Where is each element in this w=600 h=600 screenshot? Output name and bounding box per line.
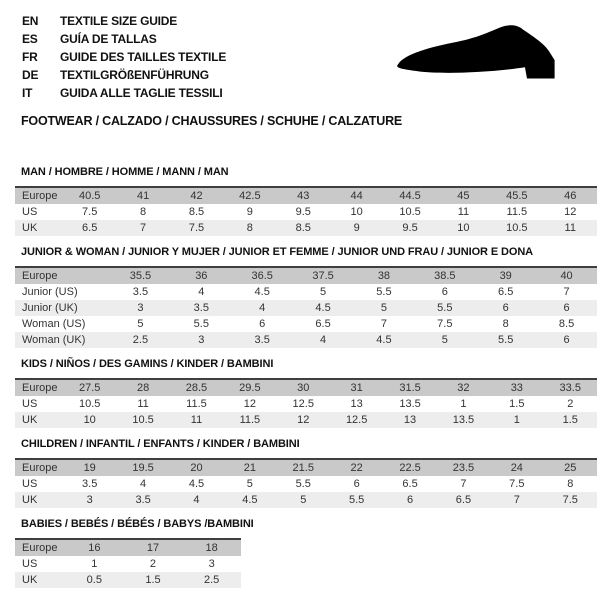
size-cell: 13 [330, 396, 383, 412]
table-row [15, 379, 597, 396]
section-babies [15, 518, 600, 588]
size-cell: 36 [171, 267, 232, 284]
table-row [15, 332, 597, 348]
language-text: TEXTILE SIZE GUIDE [60, 14, 178, 28]
size-cell: 6 [383, 492, 436, 508]
size-cell: 17 [124, 539, 183, 556]
size-cell: 1 [490, 412, 543, 428]
language-text: GUÍA DE TALLAS [60, 32, 157, 46]
table-row [15, 572, 241, 588]
size-cell: 40.5 [63, 187, 116, 204]
size-cell: 6 [232, 316, 293, 332]
size-cell: 10 [330, 204, 383, 220]
size-cell: 10.5 [383, 204, 436, 220]
size-cell: 39 [475, 267, 536, 284]
size-cell: 3 [63, 492, 116, 508]
size-cell: 11.5 [223, 412, 276, 428]
size-cell: 5 [110, 316, 171, 332]
language-line-it [22, 84, 600, 102]
size-cell: 7.5 [490, 476, 543, 492]
size-cell: 4.5 [293, 300, 354, 316]
size-cell: 32 [437, 379, 490, 396]
size-cell: 3.5 [116, 492, 169, 508]
size-cell: 2 [544, 396, 597, 412]
size-cell: 44 [330, 187, 383, 204]
size-cell: 33 [490, 379, 543, 396]
size-cell: 3.5 [63, 476, 116, 492]
size-cell: 8.5 [170, 204, 223, 220]
size-cell: 44.5 [383, 187, 436, 204]
size-cell: 43 [277, 187, 330, 204]
size-cell: 28 [116, 379, 169, 396]
row-label: UK [15, 492, 63, 508]
language-code: IT [22, 86, 33, 100]
size-cell: 6.5 [293, 316, 354, 332]
size-cell: 16 [65, 539, 124, 556]
table-row [15, 220, 597, 236]
size-cell: 3.5 [110, 284, 171, 300]
row-label: US [15, 476, 63, 492]
size-cell: 25 [544, 459, 597, 476]
size-cell: 4 [116, 476, 169, 492]
size-cell: 2.5 [182, 572, 241, 588]
size-cell: 36.5 [232, 267, 293, 284]
row-label: US [15, 396, 63, 412]
size-cell: 27.5 [63, 379, 116, 396]
size-cell: 33.5 [544, 379, 597, 396]
size-table-man [15, 186, 597, 236]
size-table-junior-woman [15, 266, 597, 348]
size-cell: 31 [330, 379, 383, 396]
size-cell: 35.5 [110, 267, 171, 284]
size-cell: 8.5 [536, 316, 597, 332]
table-row [15, 476, 597, 492]
size-cell: 1.5 [490, 396, 543, 412]
row-label: Junior (US) [15, 284, 110, 300]
size-cell: 19 [63, 459, 116, 476]
size-cell: 11 [170, 412, 223, 428]
size-cell: 7.5 [170, 220, 223, 236]
size-cell: 8 [116, 204, 169, 220]
row-label: UK [15, 572, 65, 588]
size-cell: 5 [277, 492, 330, 508]
size-cell: 11 [437, 204, 490, 220]
row-label: Junior (UK) [15, 300, 110, 316]
size-cell: 2 [124, 556, 183, 572]
table-row [15, 492, 597, 508]
section-children [15, 438, 600, 508]
size-cell: 38 [354, 267, 415, 284]
size-cell: 13.5 [383, 396, 436, 412]
language-text: GUIDA ALLE TAGLIE TESSILI [60, 86, 223, 100]
size-cell: 4.5 [170, 476, 223, 492]
section-title: KIDS / NIÑOS / DES GAMINS / KINDER / BAMBINI [21, 358, 274, 370]
size-cell: 6.5 [475, 284, 536, 300]
size-cell: 6.5 [63, 220, 116, 236]
size-cell: 6 [536, 332, 597, 348]
size-cell: 42 [170, 187, 223, 204]
size-cell: 5 [414, 332, 475, 348]
size-cell: 5 [354, 300, 415, 316]
section-kids [15, 358, 600, 428]
size-cell: 6 [330, 476, 383, 492]
size-cell: 7 [354, 316, 415, 332]
size-cell: 7.5 [414, 316, 475, 332]
size-cell: 4.5 [232, 284, 293, 300]
section-junior-woman [15, 246, 600, 348]
size-cell: 6 [475, 300, 536, 316]
size-cell: 45.5 [490, 187, 543, 204]
size-cell: 10.5 [63, 396, 116, 412]
size-cell: 4.5 [354, 332, 415, 348]
table-row [15, 284, 597, 300]
size-cell: 13.5 [437, 412, 490, 428]
size-cell: 10 [63, 412, 116, 428]
size-cell: 6.5 [383, 476, 436, 492]
size-cell: 7 [536, 284, 597, 300]
size-cell: 20 [170, 459, 223, 476]
size-cell: 5.5 [354, 284, 415, 300]
row-label: Europe [15, 267, 110, 284]
size-cell: 5 [293, 284, 354, 300]
size-cell: 7 [437, 476, 490, 492]
language-code: FR [22, 50, 38, 64]
size-cell: 5.5 [475, 332, 536, 348]
size-cell: 5.5 [277, 476, 330, 492]
table-row [15, 396, 597, 412]
table-row [15, 556, 241, 572]
size-cell: 4 [171, 284, 232, 300]
size-cell: 3 [182, 556, 241, 572]
size-cell: 22.5 [383, 459, 436, 476]
size-cell: 46 [544, 187, 597, 204]
size-cell: 6.5 [437, 492, 490, 508]
size-cell: 29.5 [223, 379, 276, 396]
size-cell: 13 [383, 412, 436, 428]
size-cell: 1.5 [124, 572, 183, 588]
shoe-icon [394, 24, 572, 84]
row-label: US [15, 204, 63, 220]
table-row [15, 412, 597, 428]
size-table-children [15, 458, 597, 508]
page-header [0, 0, 600, 102]
size-cell: 23.5 [437, 459, 490, 476]
row-label: Europe [15, 187, 63, 204]
size-cell: 8 [475, 316, 536, 332]
size-cell: 31.5 [383, 379, 436, 396]
row-label: US [15, 556, 65, 572]
size-cell: 9.5 [277, 204, 330, 220]
section-title: JUNIOR & WOMAN / JUNIOR Y MUJER / JUNIOR ET FEMME / JUNIOR UND FRAU / JUNIOR E DONA [21, 246, 534, 258]
size-cell: 3.5 [171, 300, 232, 316]
row-label: Europe [15, 459, 63, 476]
row-label: Woman (UK) [15, 332, 110, 348]
table-row [15, 187, 597, 204]
size-cell: 19.5 [116, 459, 169, 476]
table-row [15, 204, 597, 220]
language-code: EN [22, 14, 39, 28]
size-cell: 42.5 [223, 187, 276, 204]
size-cell: 10.5 [116, 412, 169, 428]
size-cell: 11.5 [170, 396, 223, 412]
size-cell: 5.5 [171, 316, 232, 332]
table-row [15, 316, 597, 332]
language-text: TEXTILGRÖßENFÜHRUNG [60, 68, 209, 82]
size-cell: 12 [277, 412, 330, 428]
size-cell: 3.5 [232, 332, 293, 348]
size-cell: 9.5 [383, 220, 436, 236]
size-cell: 22 [330, 459, 383, 476]
size-cell: 7.5 [63, 204, 116, 220]
size-cell: 9 [330, 220, 383, 236]
section-title: BABIES / BEBÉS / BÉBÉS / BABYS /BAMBINI [21, 518, 254, 530]
section-man [15, 166, 600, 236]
size-cell: 7 [116, 220, 169, 236]
size-cell: 7 [490, 492, 543, 508]
size-cell: 24 [490, 459, 543, 476]
size-table-kids [15, 378, 597, 428]
size-cell: 12.5 [330, 412, 383, 428]
size-cell: 21.5 [277, 459, 330, 476]
size-cell: 38.5 [414, 267, 475, 284]
size-cell: 37.5 [293, 267, 354, 284]
language-code: ES [22, 32, 38, 46]
size-cell: 0.5 [65, 572, 124, 588]
size-cell: 1.5 [544, 412, 597, 428]
size-cell: 6 [536, 300, 597, 316]
size-cell: 40 [536, 267, 597, 284]
size-cell: 41 [116, 187, 169, 204]
size-cell: 3 [110, 300, 171, 316]
size-cell: 5.5 [330, 492, 383, 508]
size-cell: 1 [65, 556, 124, 572]
row-label: Europe [15, 539, 65, 556]
row-label: Woman (US) [15, 316, 110, 332]
size-cell: 45 [437, 187, 490, 204]
size-cell: 11 [116, 396, 169, 412]
size-cell: 10.5 [490, 220, 543, 236]
size-cell: 3 [171, 332, 232, 348]
table-row [15, 300, 597, 316]
size-cell: 7.5 [544, 492, 597, 508]
row-label: Europe [15, 379, 63, 396]
table-row [15, 459, 597, 476]
size-cell: 10 [437, 220, 490, 236]
table-row [15, 267, 597, 284]
size-cell: 4 [232, 300, 293, 316]
size-cell: 11 [544, 220, 597, 236]
size-table-babies [15, 538, 241, 588]
row-label: UK [15, 412, 63, 428]
row-label: UK [15, 220, 63, 236]
size-cell: 12 [544, 204, 597, 220]
category-title: FOOTWEAR / CALZADO / CHAUSSURES / SCHUHE / CALZATURE [21, 114, 403, 128]
size-cell: 4 [293, 332, 354, 348]
size-cell: 21 [223, 459, 276, 476]
size-cell: 8 [544, 476, 597, 492]
size-cell: 12 [223, 396, 276, 412]
size-cell: 11.5 [490, 204, 543, 220]
size-cell: 6 [414, 284, 475, 300]
size-cell: 9 [223, 204, 276, 220]
language-text: GUIDE DES TAILLES TEXTILE [60, 50, 227, 64]
size-cell: 30 [277, 379, 330, 396]
size-cell: 1 [437, 396, 490, 412]
size-cell: 18 [182, 539, 241, 556]
size-cell: 2.5 [110, 332, 171, 348]
section-title: MAN / HOMBRE / HOMME / MANN / MAN [21, 166, 229, 178]
size-cell: 12.5 [277, 396, 330, 412]
size-cell: 4.5 [223, 492, 276, 508]
size-cell: 5.5 [414, 300, 475, 316]
table-row [15, 539, 241, 556]
section-title: CHILDREN / INFANTIL / ENFANTS / KINDER / BAMBINI [21, 438, 300, 450]
size-cell: 8 [223, 220, 276, 236]
language-code: DE [22, 68, 39, 82]
size-cell: 4 [170, 492, 223, 508]
size-cell: 28.5 [170, 379, 223, 396]
size-cell: 8.5 [277, 220, 330, 236]
size-cell: 5 [223, 476, 276, 492]
